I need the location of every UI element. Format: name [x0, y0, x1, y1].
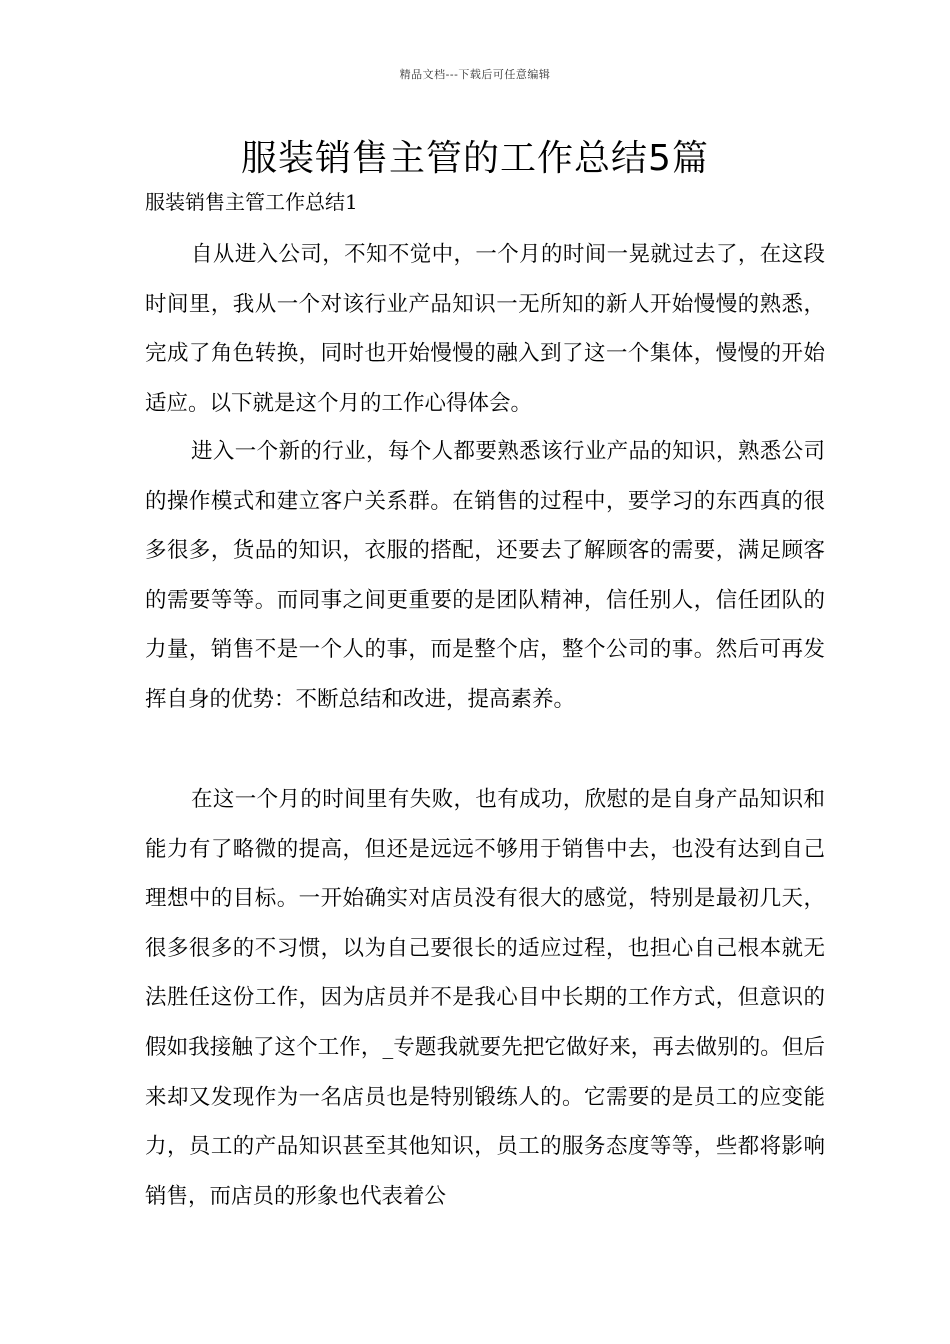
body-paragraph: 在这一个月的时间里有失败，也有成功，欣慰的是自身产品知识和能力有了略微的提高，但还是远远不够用于销售中去，也没有达到自己理想中的目标。一开始确实对店员没有很大的感觉，特别是最初几天，很多很多的不习惯，以为自己要很长的适应过程，也担心自己根本就无法胜任这份工作，因为店员并不是我心目中长期的工作方式，但意识的假如我接触了这个工作，_专题我就要先把它做好来，再去做别的。但后来却又发现作为一名店员也是特别锻练人的。它需要的是员工的应变能力，员工的产品知识甚至其他知识，员工的服务态度等等，些都将影响销售，而店员的形象也代表着公 — [145, 787, 825, 1209]
document-title: 服装销售主管的工作总结5篇 — [241, 138, 709, 179]
page-header-note: 精品文档---下载后可任意编辑 — [399, 68, 551, 81]
body-paragraph: 自从进入公司，不知不觉中，一个月的时间一晃就过去了，在这段时间里，我从一个对该行业产品知识一无所知的新人开始慢慢的熟悉，完成了角色转换，同时也开始慢慢的融入到了这一个集体，慢慢的开始适应。以下就是这个月的工作心得体会。 — [145, 242, 825, 416]
section-heading: 服装销售主管工作总结1 — [145, 190, 358, 214]
body-paragraph: 进入一个新的行业，每个人都要熟悉该行业产品的知识，熟悉公司的操作模式和建立客户关系群。在销售的过程中，要学习的东西真的很多很多，货品的知识，衣服的搭配，还要去了解顾客的需要，满足顾客的需要等等。而同事之间更重要的是团队精神，信任别人，信任团队的力量，销售不是一个人的事，而是整个店，整个公司的事。然后可再发挥自身的优势：不断总结和改进，提高素养。 — [145, 439, 825, 712]
